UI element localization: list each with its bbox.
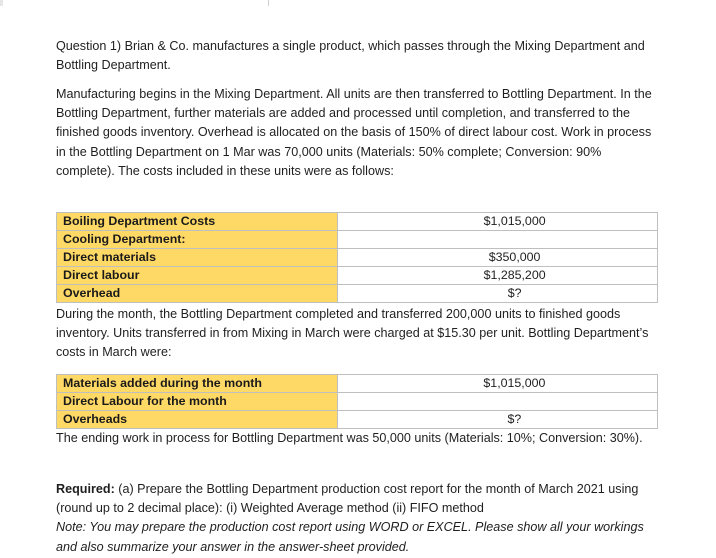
cost-value [338, 231, 658, 249]
cost-value: $1,015,000 [338, 213, 658, 231]
cost-row [57, 267, 658, 285]
question-intro: Question 1) Brian & Co. manufactures a single product, which passes through the Mixing Department and Bottling Department. [56, 39, 645, 73]
cost-label: Boiling Department Costs [57, 213, 338, 231]
cost-label: Overhead [57, 285, 338, 303]
cost-row [57, 393, 658, 411]
cost-value: $? [338, 285, 658, 303]
cost-label: Direct labour [57, 267, 338, 285]
required-label: Required: [56, 482, 115, 496]
cost-value: $1,015,000 [337, 375, 657, 393]
cost-value: $? [337, 411, 657, 429]
cost-value: $1,285,200 [338, 267, 658, 285]
cost-row [57, 249, 658, 267]
cost-label: Cooling Department: [57, 231, 338, 249]
ending-wip-text: The ending work in process for Bottling Department was 50,000 units (Materials: 10%; Conversion: 30%). [56, 431, 643, 445]
ruler-tick [268, 0, 269, 6]
note-text: Note: You may prepare the production cost report using WORD or EXCEL. Please show all your workings and also summarize your answer in the answer-sheet provided. [56, 520, 644, 554]
cost-label: Materials added during the month [57, 375, 338, 393]
during-month-text: During the month, the Bottling Department completed and transferred 200,000 units to finished goods inventory. Units transferred in from Mixing in March were charged at $15.30 per unit. Bottling Department’s costs in March were: [56, 307, 649, 360]
cost-label: Direct materials [57, 249, 338, 267]
cost-row [57, 411, 658, 429]
required-section [56, 480, 662, 557]
march-cost-table [56, 374, 658, 429]
cost-label: Direct Labour for the month [57, 393, 338, 411]
cost-row [57, 231, 658, 249]
process-description: Manufacturing begins in the Mixing Department. All units are then transferred to Bottling Department. In the Bottling Department, further materials are added and processed until completion, and transferred to the finished goods inventory. Overhead is allocated on the basis of 150% of direct labour cost. Work in process in the Bottling Department on 1 Mar was 70,000 units (Materials: 50% complete; Conversion: 90% complete). The costs included in these units were as follows: [56, 87, 652, 178]
cost-value: $350,000 [338, 249, 658, 267]
top-border [0, 0, 716, 6]
cost-value [337, 393, 657, 411]
cost-row [57, 375, 658, 393]
required-text: (a) Prepare the Bottling Department production cost report for the month of March 2021 using (round up to 2 decimal place): (i) Weighted Average method (ii) FIFO method [56, 482, 639, 516]
cost-row [57, 285, 658, 303]
cost-label: Overheads [57, 411, 338, 429]
cost-row [57, 213, 658, 231]
ruler-tick [0, 0, 3, 6]
opening-wip-cost-table [56, 212, 658, 303]
